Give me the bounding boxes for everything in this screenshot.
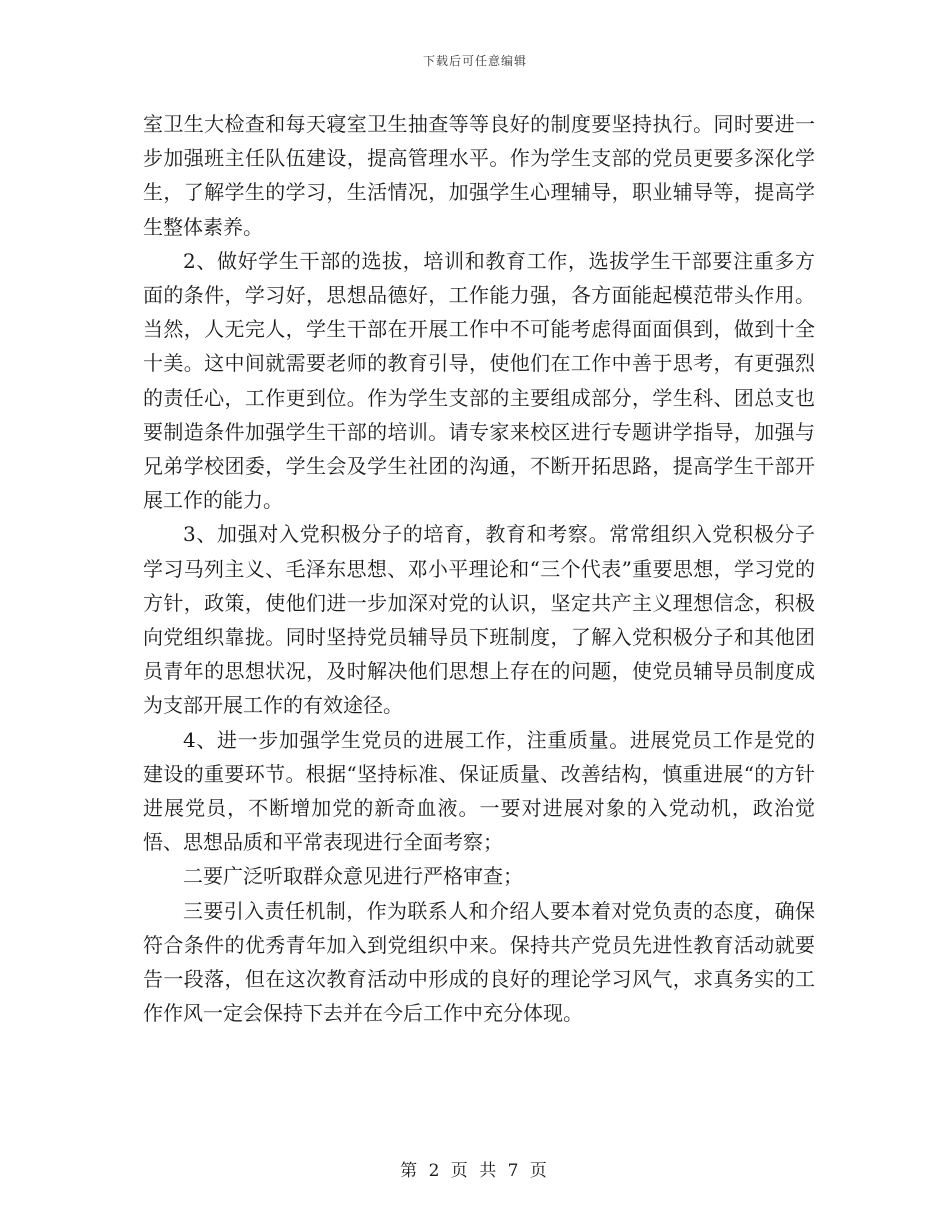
paragraph-5: 二要广泛听取群众意见进行严格审查； xyxy=(183,864,523,889)
paragraph-2: 2、做好学生干部的选拔，培训和教育工作，选拔学生干部要注重多方面的条件，学习好，思想品德好，工作能力强，各方面能起模范带头作用。当然，人无完人，学生干部在开展工作中不可能考虑得面面俱到，做到十全十美。这中间就需要老师的教育引导，使他们在工作中善于思考，有更强烈的责任心，工作更到位。作为学生支部的主要组成部分，学生科、团总支也要制造条件加强学生干部的培训。请专家来校区进行专题讲学指导，加强与兄弟学校团委，学生会及学生社团的沟通，不断开拓思路，提高学生干部开展工作的能力。 xyxy=(143,248,815,513)
paragraph-6: 三要引入责任机制，作为联系人和介绍人要本着对党负责的态度，确保符合条件的优秀青年加入到党组织中来。保持共产党员先进性教育活动就要告一段落，但在这次教育活动中形成的良好的理论学习风气，求真务实的工作作风一定会保持下去并在今后工作中充分体现。 xyxy=(143,898,815,1026)
document-body xyxy=(143,107,815,1030)
page-number-footer: 第 2 页 共 7 页 xyxy=(400,1161,550,1181)
paragraph-4: 4、进一步加强学生党员的进展工作，注重质量。进展党员工作是党的建设的重要环节。根据“坚持标准、保证质量、改善结构，慎重进展“的方针进展党员，不断增加党的新奇血液。一要对进展对象的入党动机，政治觉悟、思想品质和平常表现进行全面考察； xyxy=(143,727,815,855)
paragraph-1: 室卫生大检查和每天寝室卫生抽查等等良好的制度要坚持执行。同时要进一步加强班主任队伍建设，提高管理水平。作为学生支部的党员更要多深化学生，了解学生的学习，生活情况，加强学生心理辅导，职业辅导等，提高学生整体素养。 xyxy=(143,112,815,239)
paragraph-3: 3、加强对入党积极分子的培育，教育和考察。常常组织入党积极分子学习马列主义、毛泽东思想、邓小平理论和“三个代表”重要思想，学习党的方针，政策，使他们进一步加深对党的认识，坚定共产主义理想信念，积极向党组织靠拢。同时坚持党员辅导员下班制度，了解入党积极分子和其他团员青年的思想状况，及时解决他们思想上存在的问题，使党员辅导员制度成为支部开展工作的有效途径。 xyxy=(143,522,815,718)
page-header: 下载后可任意编辑 xyxy=(422,54,527,68)
